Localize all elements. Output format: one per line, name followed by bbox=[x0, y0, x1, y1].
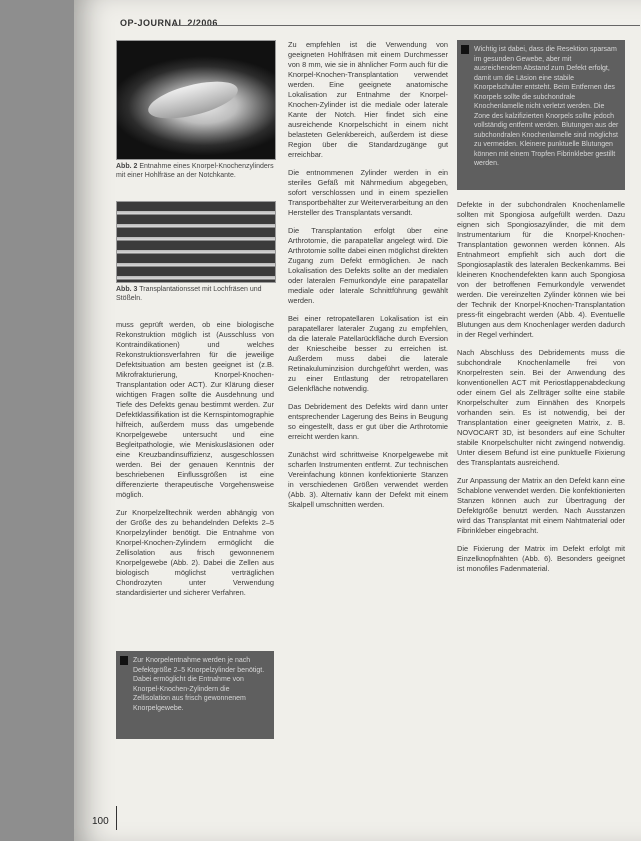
column-1 bbox=[116, 320, 274, 606]
figure-3-photo bbox=[116, 201, 276, 283]
figure-caption-text: Transplantationsset mit Lochfräsen und Stößeln. bbox=[116, 286, 262, 302]
figure-2-photo bbox=[116, 40, 276, 160]
paragraph: muss geprüft werden, ob eine biologische Rekonstruktion möglich ist (Ausschluss von Kontraindikationen) und welches Rekonstruktionsverfahren für die jeweilige Defektsituation am besten geeignet ist (z.B. Mikrofrakturierung, Knorpel-Knochen-Transplantation oder ACT). Zur Klärung dieser wichtigen Fragen sollte die Ausdehnung und Tiefe des Defekts genau bestimmt werden. Zur Defektklassifikation ist die Kernspintomographie hilfreich, außerdem muss das umgebende Knorpelgewebe untersucht und eine Begleitpathologie, wie Meniskusläsionen oder eine Kreuzbandinsuffizienz, ausgeschlossen werden. Bei der genauen Kenntnis der beschriebenen Einflussgrößen ist eine differenzierte therapeutische Vorgehensweise möglich. bbox=[116, 320, 274, 499]
note-marker-icon bbox=[120, 656, 128, 665]
paragraph: Zu empfehlen ist die Verwendung von geeigneten Hohlfräsen mit einem Durchmesser von 8 mm, wie sie in ähnlicher Form auch für die Knorpel-Knochen-Transplantation verwendet werden. Eine geeignete anatomische Lokalisation zur Entnahme der Knorpel-Knochen-Zylinder ist die mediale oder laterale Kante der Notch. Hier findet sich eine ausreichende Knorpelschicht in einem nicht belasteten Gelenkbereich, außerdem ist diese Region über die Standardzugänge gut erreichbar. bbox=[288, 40, 448, 159]
note-marker-icon bbox=[461, 45, 469, 54]
figure-label: Abb. 3 bbox=[116, 286, 138, 293]
paragraph: Zur Knorpelzelltechnik werden abhängig von der Größe des zu behandelnden Defekts 2–5 Knorpelzylinder benötigt. Die Entnahme von Knorpel-Knochen-Zylindern ermöglicht die Zellisolation aus frisch gewonnenem Knorpelgewebe (Abb. 2). Dabei die Zellen aus biologisch möglichst verträglichen Chondrozyten unter Verwendung standardisierter und sicherer Verfahren. bbox=[116, 508, 274, 597]
figure-2-caption bbox=[116, 162, 274, 180]
paragraph: Die Fixierung der Matrix im Defekt erfolgt mit Einzelknopfnähten (Abb. 6). Besonders geeignet ist monofiles Fadenmaterial. bbox=[457, 544, 625, 573]
header-rule bbox=[174, 25, 640, 26]
note-box bbox=[116, 651, 274, 739]
figure-label: Abb. 2 bbox=[116, 163, 138, 170]
figure-3-caption bbox=[116, 285, 274, 303]
figure-caption-text: Entnahme eines Knorpel-Knochenzylinders mit einer Hohlfräse an der Notchkante. bbox=[116, 163, 274, 179]
paragraph: Defekte in der subchondralen Knochenlamelle sollten mit Spongiosa aufgefüllt werden. Dazu eignen sich Spongiosazylinder, die mit dem Instrumentarium für die Knorpel-Knochen-Transplantation gewonnen werden können. Als Entnahmeort empfiehlt sich auch dort die Spongiosaplastik des lateralen Beckenkamms. Bei kleineren Knochendefekten kann auch Spongiosa von der betroffenen Femurkondyle verwendet werden. Die vereinzelten Zylinder können wie bei der Technik der Knorpel-Knochen-Transplantation press-fit eingebracht werden (Abb. 4). Eventuelle Blutungen aus dem Knochenlager werden dadurch in der Regel verhindert. bbox=[457, 200, 625, 339]
note-text: Wichtig ist dabei, dass die Resektion sparsam im gesunden Gewebe, aber mit ausreichendem Abstand zum Defekt erfolgt, damit um die Läsion eine stabile Knorpelschulter entsteht. Beim Entfernen des Knorpels sollte die subchondrale Knochenlamelle nicht verletzt werden. Die Zone des kalzifizierten Knorpels sollte jedoch vollständig entfernt werden. Blutungen aus der subchondralen Knochenlamelle sind möglichst zu vermeiden. Kleinere punktuelle Blutungen können mit einem Tropfen Fibrinkleber gestillt werden. bbox=[474, 46, 619, 167]
paragraph: Die Transplantation erfolgt über eine Arthrotomie, die parapatellar angelegt wird. Die Arthrotomie sollte dabei einen möglichst direkten Zugang zum Defekt ermöglichen. Je nach Lokalisation des Defekts sollte an der medialen oder lateralen Femurkondyle eine parapatellar mediale oder laterale Schnittführung gewählt werden. bbox=[288, 226, 448, 305]
paragraph: Das Debridement des Defekts wird dann unter entsprechender Lagerung des Beins in Beugung so eingestellt, dass er gut über die Arthrotomie erreicht werden kann. bbox=[288, 402, 448, 441]
column-3 bbox=[457, 200, 625, 582]
paragraph: Zunächst wird schrittweise Knorpelgewebe mit scharfen Instrumenten entfernt. Zur technischen Vereinfachung können konfektionierte Stanzen in verschiedenen Größen verwendet werden (Abb. 3). Alternativ kann der Defekt mit einem Skalpell umschnitten werden. bbox=[288, 450, 448, 509]
folio-rule bbox=[116, 806, 117, 830]
running-header: OP-JOURNAL 2/2006 bbox=[120, 18, 218, 28]
page-number: 100 bbox=[92, 816, 109, 827]
paragraph: Nach Abschluss des Debridements muss die subchondrale Knochenlamelle frei von Knorpelresten sein. Bei der Anwendung des konventionellen ACT mit Periostlappenabdeckung oder einem Gel als Zellträger sollte eine stabile Knorpelschulter zum Einnähen des Knorpels vorhanden sein. Es ist notwendig, bei der Transplantation einer geeigneten Matrix, z. B. NOVOCART 3D, ist besonders auf eine Schulter stabile Knorpelschulter nicht zwingend notwendig. Unter diesem Befund ist eine punktuelle Fixierung des Transplantats ausreichend. bbox=[457, 348, 625, 467]
note-text: Zur Knorpelentnahme werden je nach Defektgröße 2–5 Knorpelzylinder benötigt. Dabei ermöglicht die Entnahme von Knorpel-Knochen-Zylindern die Zellisolation aus frisch gewonnenem Knorpelgewebe. bbox=[133, 657, 265, 712]
paragraph: Bei einer retropatellaren Lokalisation ist ein parapatellarer lateraler Zugang zu empfehlen, da die laterale Patellarückfläche durch Eversion der Kniescheibe besser zu erreichen ist. Außerdem muss dabei die laterale Retinakuluminzision durchgeführt werden, was zu einer Entlastung der retropatellaren Gelenkfläche notwendig. bbox=[288, 314, 448, 393]
instrument-image bbox=[145, 74, 242, 125]
paragraph: Die entnommenen Zylinder werden in ein steriles Gefäß mit Nährmedium abgegeben, sofort verschlossen und in einem speziellen Transportbehälter zur Weiterverarbeitung an den Hersteller des Transplantats versandt. bbox=[288, 168, 448, 217]
note-box bbox=[457, 40, 625, 190]
column-2 bbox=[288, 40, 448, 518]
paragraph: Zur Anpassung der Matrix an den Defekt kann eine Schablone verwendet werden. Die konfektionierten Stanzen können auch zur Übertragung der Defektgröße benutzt werden. Nach Ausstanzen wird das Transplantat mit einem Nahtmaterial oder Fibrinkleber eingebracht. bbox=[457, 476, 625, 535]
